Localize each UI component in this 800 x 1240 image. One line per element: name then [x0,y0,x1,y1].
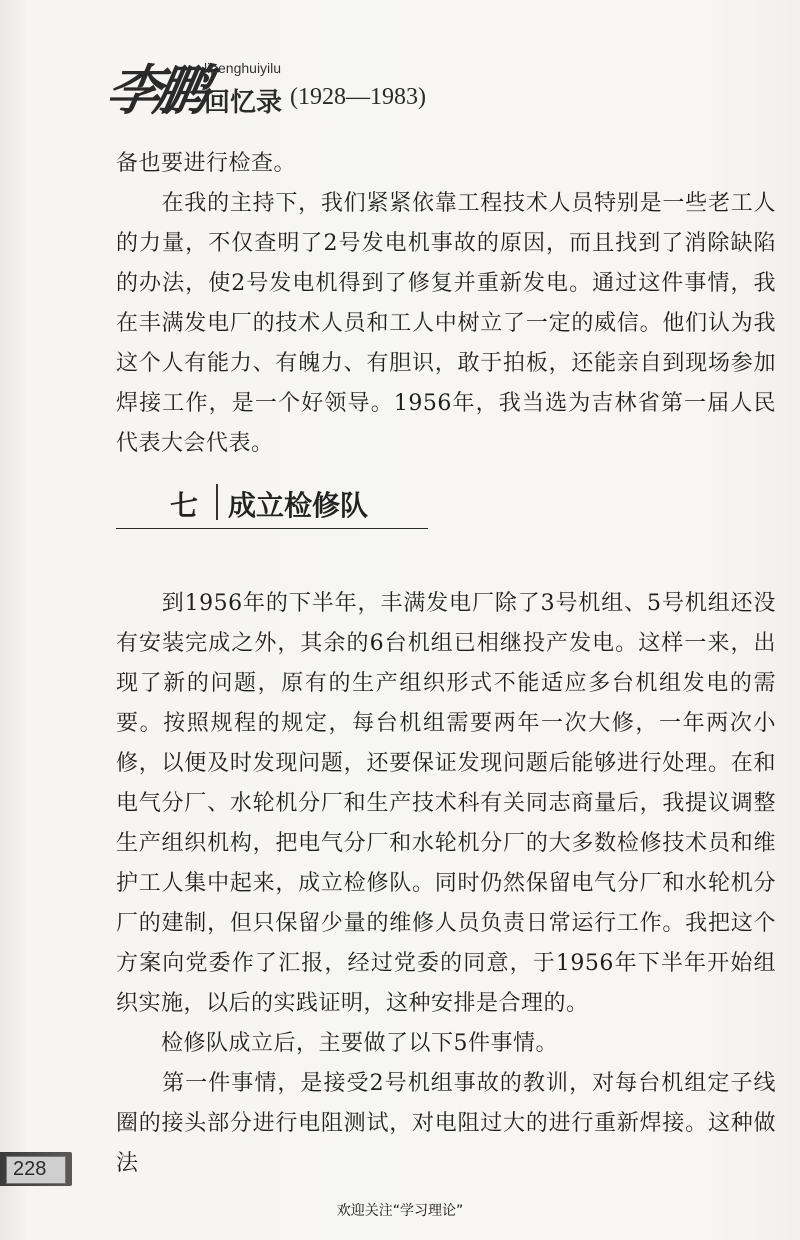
paragraph: 第一件事情，是接受2号机组事故的教训，对每台机组定子线圈的接头部分进行电阻测试，对电阻过大的进行重新焊接。这种做法 [116,1071,776,1176]
section-divider [216,484,218,520]
page-number: 228 [13,1158,47,1180]
header-pinyin: lipenghuiyilu [204,60,282,76]
paragraph: 检修队成立后，主要做了以下5件事情。 [116,1031,558,1056]
paragraph-continuation: 备也要进行检查。 [116,151,297,176]
footer-note: 欢迎关注“学习理论” [336,1203,464,1219]
page-number-box [6,1156,66,1184]
calligraphy-logo: 李鹏 [101,58,210,122]
section-number: 七 [170,489,199,522]
page-number-tab [0,1152,72,1186]
running-header [101,48,668,128]
section-heading [116,480,428,529]
paragraph: 在我的主持下，我们紧紧依靠工程技术人员特别是一些老工人的力量，不仅查明了2号发电机事故的原因，而且找到了消除缺陷的办法，使2号发电机得到了修复并重新发电。通过这件事情，我在丰满发电厂的技术人员和工人中树立了一定的威信。他们认为我这个人有能力、有魄力、有胆识，敢于拍板，还能亲自到现场参加焊接工作，是一个好领导。1956年，我当选为吉林省第一届人民代表大会代表。 [116,191,776,456]
paragraph: 到1956年的下半年，丰满发电厂除了3号机组、5号机组还没有安装完成之外，其余的6台机组已相继投产发电。这样一来，出现了新的问题，原有的生产组织形式不能适应多台机组发电的需要。按照规程的规定，每台机组需要两年一次大修，一年两次小修，以便及时发现问题，还要保证发现问题后能够进行处理。在和电气分厂、水轮机分厂和生产技术科有关同志商量后，我提议调整生产组织机构，把电气分厂和水轮机分厂的大多数检修技术员和维护工人集中起来，成立检修队。同时仍然保留电气分厂和水轮机分厂的建制，但只保留少量的维修人员负责日常运行工作。我把这个方案向党委作了汇报，经过党委的同意，于1956年下半年开始组织实施，以后的实践证明，这种安排是合理的。 [116,591,776,1016]
book-title: 回忆录 [204,88,283,118]
book-years: (1928—1983) [290,84,426,110]
section-title: 成立检修队 [228,489,369,522]
